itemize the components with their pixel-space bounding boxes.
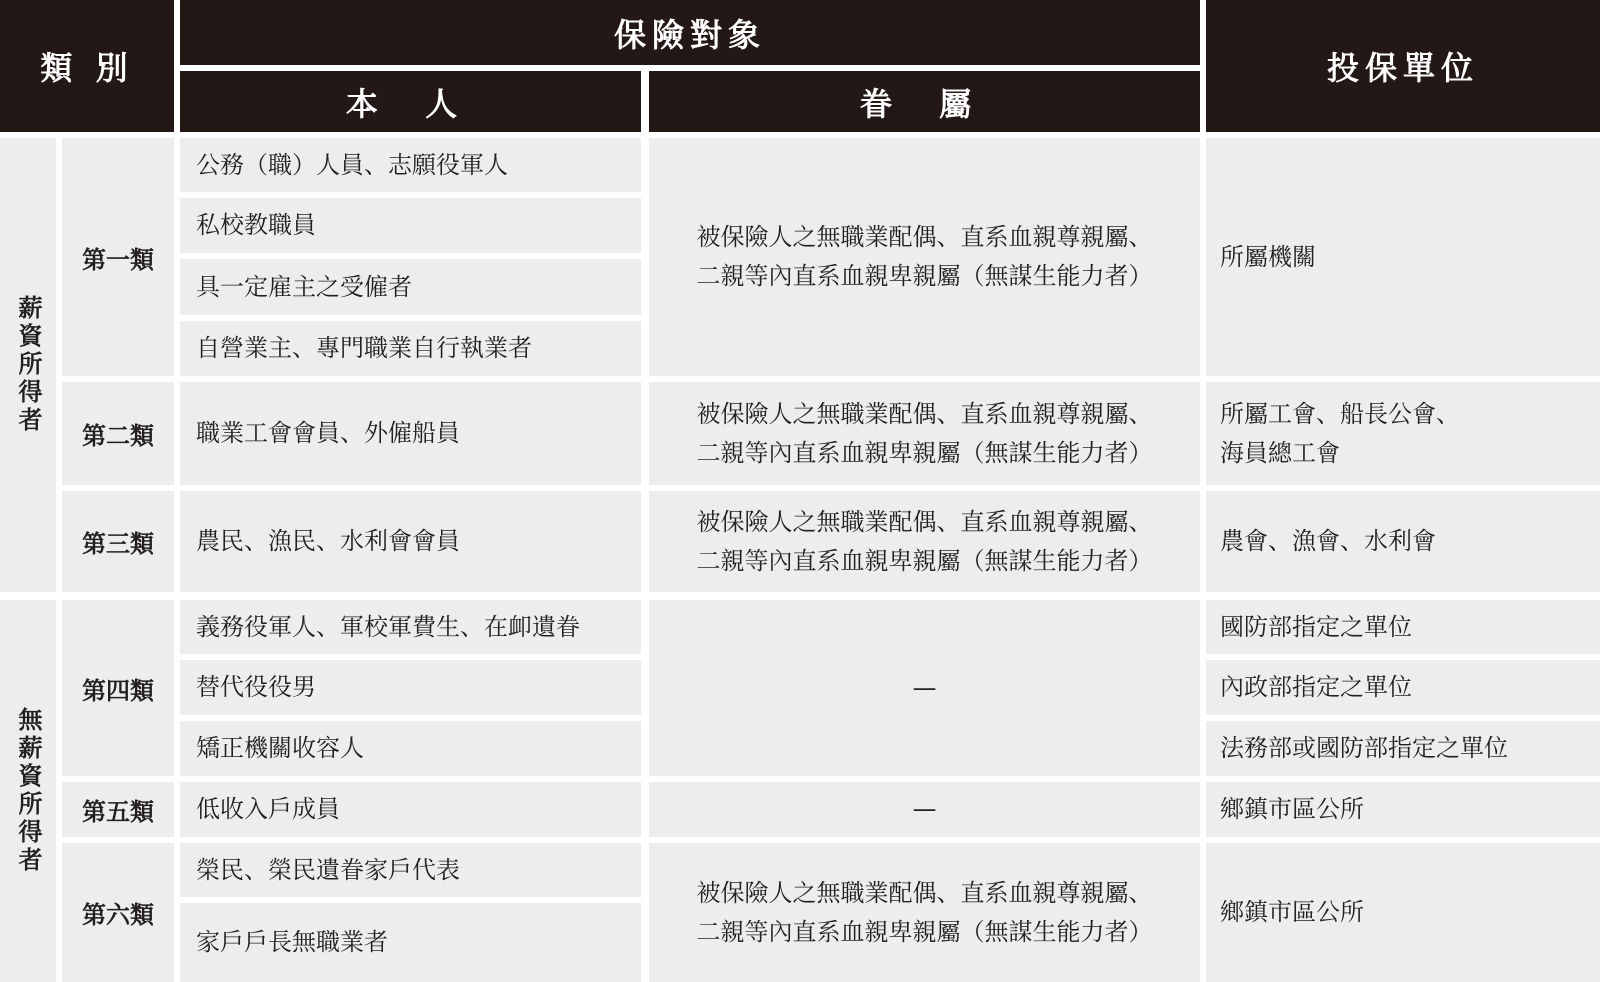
dependents-line-1: 被保險人之無職業配偶、直系血親尊親屬、 bbox=[696, 223, 1153, 251]
header-unit: 投保單位 bbox=[1206, 0, 1600, 132]
category-3: 第三類 bbox=[62, 491, 174, 592]
self-cell: 榮民、榮民遺眷家戶代表 bbox=[180, 843, 641, 897]
unit-line-2: 海員總工會 bbox=[1220, 438, 1340, 467]
category-4: 第四類 bbox=[62, 600, 174, 776]
unit-cell: 農會、漁會、水利會 bbox=[1206, 491, 1600, 592]
header-self: 本 人 bbox=[180, 71, 641, 132]
unit-cell: 法務部或國防部指定之單位 bbox=[1206, 721, 1600, 776]
category-5: 第五類 bbox=[62, 782, 174, 837]
self-cell: 低收入戶成員 bbox=[180, 782, 641, 837]
dependents-cell bbox=[649, 843, 1200, 982]
dependents-cell bbox=[649, 491, 1200, 592]
self-cell: 具一定雇主之受僱者 bbox=[180, 259, 641, 315]
header-category: 類 別 bbox=[0, 0, 174, 132]
self-cell: 農民、漁民、水利會會員 bbox=[180, 491, 641, 592]
dependents-line-2: 二親等內直系血親卑親屬（無謀生能力者） bbox=[696, 917, 1153, 946]
category-1: 第一類 bbox=[62, 138, 174, 376]
unit-cell: 國防部指定之單位 bbox=[1206, 600, 1600, 654]
self-cell: 公務（職）人員、志願役軍人 bbox=[180, 138, 641, 192]
self-cell: 自營業主、專門職業自行執業者 bbox=[180, 321, 641, 376]
dependents-cell bbox=[649, 138, 1200, 376]
dependents-line-2: 二親等內直系血親卑親屬（無謀生能力者） bbox=[696, 546, 1153, 575]
unit-line-1: 所屬工會、船長公會、 bbox=[1220, 399, 1460, 428]
self-cell: 職業工會會員、外僱船員 bbox=[180, 382, 641, 485]
group-non-salaried: 無薪資所得者 bbox=[0, 600, 56, 982]
dependents-line-2: 二親等內直系血親卑親屬（無謀生能力者） bbox=[696, 262, 1153, 290]
unit-cell bbox=[1206, 382, 1600, 485]
self-cell: 矯正機關收容人 bbox=[180, 721, 641, 776]
dependents-none: — bbox=[649, 600, 1200, 776]
unit-cell: 鄉鎮市區公所 bbox=[1206, 843, 1600, 982]
header-insured: 保險對象 bbox=[180, 0, 1200, 65]
self-cell: 私校教職員 bbox=[180, 198, 641, 253]
unit-cell: 所屬機關 bbox=[1206, 138, 1600, 376]
header-dependents: 眷 屬 bbox=[649, 71, 1200, 132]
dependents-line-1: 被保險人之無職業配偶、直系血親尊親屬、 bbox=[696, 399, 1153, 428]
unit-cell: 內政部指定之單位 bbox=[1206, 660, 1600, 715]
dependents-cell bbox=[649, 382, 1200, 485]
self-cell: 替代役役男 bbox=[180, 660, 641, 715]
category-2: 第二類 bbox=[62, 382, 174, 485]
category-6: 第六類 bbox=[62, 843, 174, 982]
dependents-line-1: 被保險人之無職業配偶、直系血親尊親屬、 bbox=[696, 507, 1153, 536]
dependents-line-1: 被保險人之無職業配偶、直系血親尊親屬、 bbox=[696, 878, 1153, 907]
unit-cell: 鄉鎮市區公所 bbox=[1206, 782, 1600, 837]
dependents-none: — bbox=[649, 782, 1200, 837]
dependents-line-2: 二親等內直系血親卑親屬（無謀生能力者） bbox=[696, 438, 1153, 467]
self-cell: 義務役軍人、軍校軍費生、在卹遺眷 bbox=[180, 600, 641, 654]
self-cell: 家戶戶長無職業者 bbox=[180, 903, 641, 982]
group-salaried: 薪資所得者 bbox=[0, 138, 56, 592]
